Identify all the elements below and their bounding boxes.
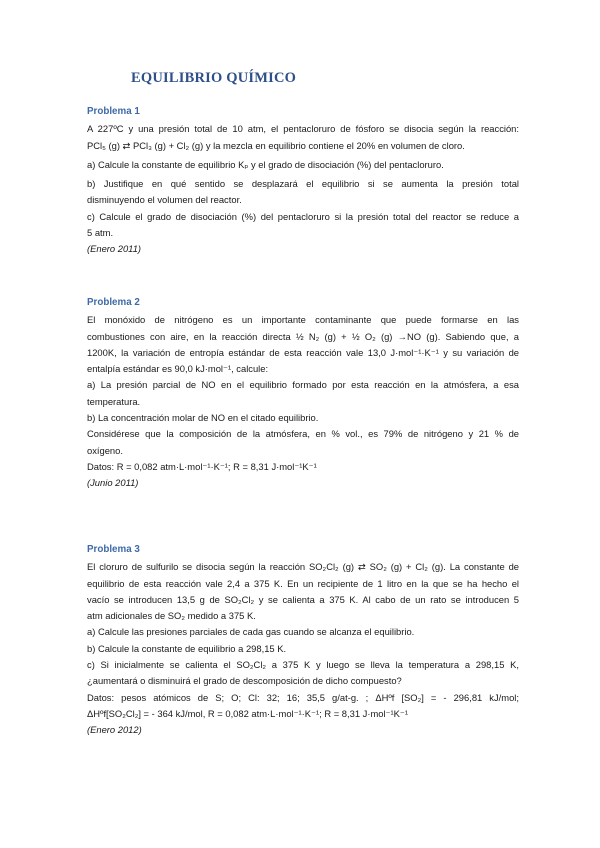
problem-heading: Problema 2 <box>87 297 140 308</box>
problem-text-line: b) Justifique en qué sentido se desplazará el equilibrio si se aumenta la presión total <box>87 178 519 190</box>
problem-text-line: Datos: pesos atómicos de S; O; Cl: 32; 16; 35,5 g/at-g. ; ΔHºf [SO₂] = - 296,81 kJ/mol; <box>87 691 519 703</box>
problem-text-line: vacío se introducen 13,5 g de SO₂Cl₂ y se calienta a 375 K. Al cabo de un rato se introducen 5 <box>87 593 519 605</box>
problem-text-line: 5 atm. <box>87 227 114 239</box>
problem-text-line: c) Si inicialmente se calienta el SO₂Cl₂ a 375 K y luego se lleva la temperatura a 298,15 K, <box>87 659 519 671</box>
problem-text-line: El monóxido de nitrógeno es un importante contaminante que puede formarse en las <box>87 314 519 326</box>
problem-text-line: El cloruro de sulfurilo se disocia según la reacción SO₂Cl₂ (g) ⇄ SO₂ (g) + Cl₂ (g). La constante de <box>87 561 519 573</box>
problem-text-line: ¿aumentará o disminuirá el grado de descomposición de dicho compuesto? <box>87 675 402 687</box>
problem-text-line: a) La presión parcial de NO en el equilibrio formado por esta reacción en la atmósfera, a esa <box>87 379 519 391</box>
problem-text-line: disminuyendo el volumen del reactor. <box>87 194 242 206</box>
problem-3 <box>87 542 519 739</box>
problem-text-line: c) Calcule el grado de disociación (%) del pentacloruro si la presión total del reactor se reduce a <box>87 210 519 222</box>
problem-text-line: combustiones con aire, en la reacción directa ½ N₂ (g) + ½ O₂ (g) →NO (g). Sabiendo que, a <box>87 330 519 342</box>
problem-heading: Problema 3 <box>87 544 140 555</box>
problem-text-line: oxígeno. <box>87 444 123 456</box>
problem-text-line: a) Calcule las presiones parciales de cada gas cuando se alcanza el equilibrio. <box>87 626 415 638</box>
problem-2 <box>87 295 519 492</box>
page-title: EQUILIBRIO QUÍMICO <box>131 70 297 86</box>
problem-text-line: a) Calcule la constante de equilibrio Kₚ y el grado de disociación (%) del pentacloruro. <box>87 158 444 170</box>
problem-text-line: PCl₅ (g) ⇄ PCl₃ (g) + Cl₂ (g) y la mezcla en equilibrio contiene el 20% en volumen de cloro. <box>87 139 465 151</box>
problem-text-line: Datos: R = 0,082 atm·L·mol⁻¹·K⁻¹; R = 8,31 J·mol⁻¹K⁻¹ <box>87 460 317 472</box>
problem-text-line: A 227ºC y una presión total de 10 atm, el pentacloruro de fósforo se disocia según la reacción: <box>87 123 519 135</box>
problem-text-line: b) La concentración molar de NO en el citado equilibrio. <box>87 412 319 424</box>
problem-text-line: atm adicionales de SO₂ medido a 375 K. <box>87 610 256 622</box>
problem-source: (Enero 2012) <box>87 724 142 736</box>
problem-text-line: ΔHºf[SO₂Cl₂] = - 364 kJ/mol, R = 0,082 atm·L·mol⁻¹·K⁻¹; R = 8,31 J·mol⁻¹K⁻¹ <box>87 707 408 719</box>
problem-text-line: b) Calcule la constante de equilibrio a 298,15 K. <box>87 642 287 654</box>
problem-source: (Junio 2011) <box>87 477 139 489</box>
problem-text-line: temperatura. <box>87 395 141 407</box>
problem-text-line: Considérese que la composición de la atmósfera, en % vol., es 79% de nitrógeno y 21 % de <box>87 428 519 440</box>
problem-text-line: entalpía estándar es 90,0 kJ·mol⁻¹, calcule: <box>87 363 269 375</box>
problem-source: (Enero 2011) <box>87 243 142 255</box>
problem-heading: Problema 1 <box>87 106 140 117</box>
problem-1 <box>87 104 519 258</box>
problem-text-line: equilibrio de esta reacción vale 2,4 a 375 K. En un recipiente de 1 litro en la que se ha hecho el <box>87 577 519 589</box>
problem-text-line: 1200K, la variación de entropía estándar de esta reacción vale 13,0 J·mol⁻¹·K⁻¹ y su variación de <box>87 346 519 358</box>
